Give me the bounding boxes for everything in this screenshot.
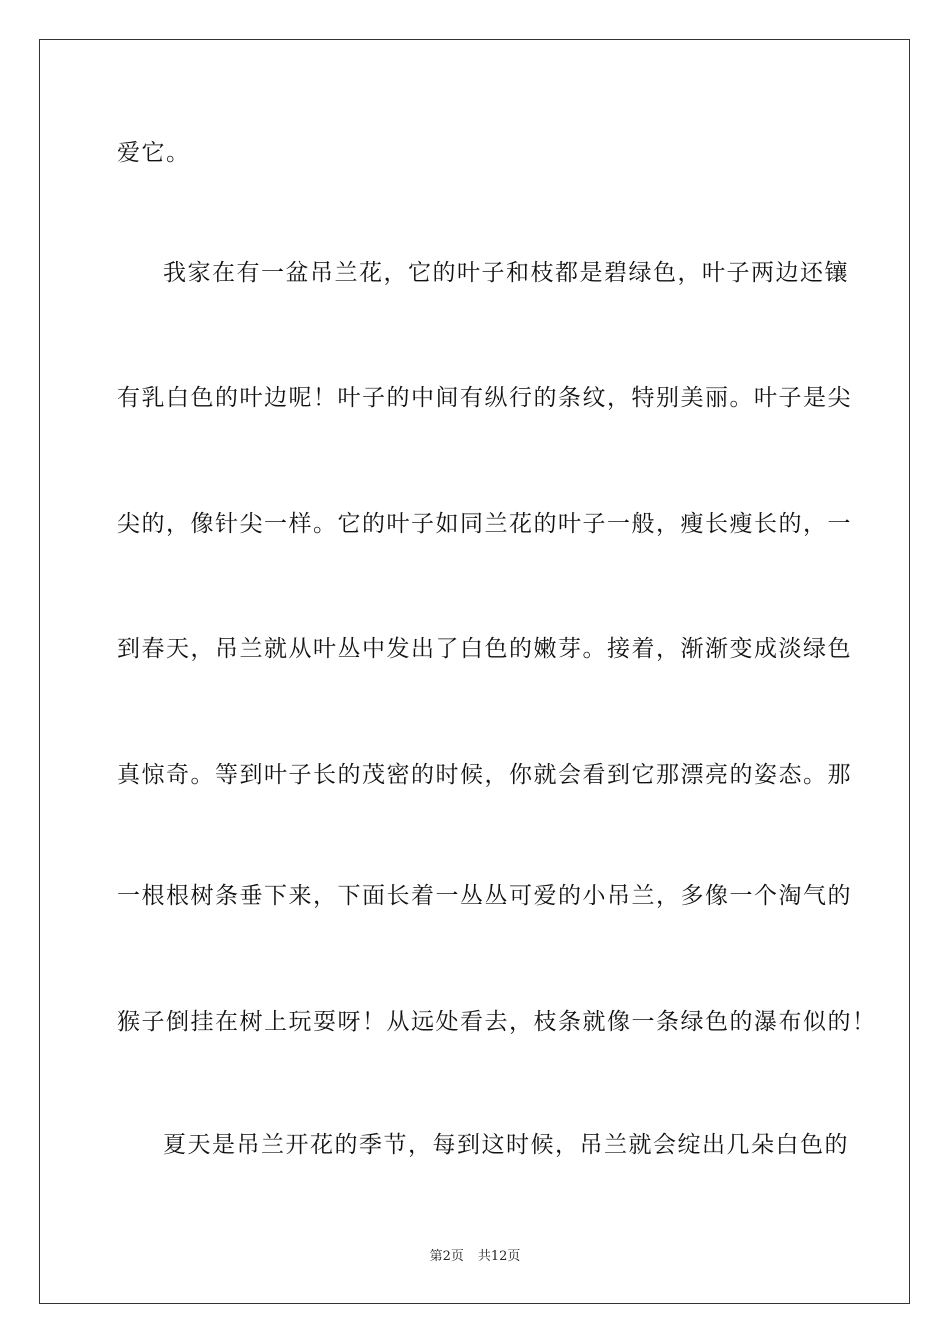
text-line: 真惊奇。等到叶子长的茂密的时候，你就会看到它那漂亮的姿态。那 bbox=[117, 762, 852, 788]
page-number: 第2页 bbox=[429, 1249, 464, 1264]
text-line: 一根根树条垂下来，下面长着一丛丛可爱的小吊兰，多像一个淘气的 bbox=[117, 883, 852, 909]
text-line: 有乳白色的叶边呢！叶子的中间有纵行的条纹，特别美丽。叶子是尖 bbox=[117, 385, 852, 411]
page-total: 共12页 bbox=[477, 1249, 521, 1264]
text-line: 爱它。 bbox=[117, 140, 191, 166]
text-line: 尖的，像针尖一样。它的叶子如同兰花的叶子一般，瘦长瘦长的，一 bbox=[117, 511, 852, 537]
paragraph-start-line: 夏天是吊兰开花的季节，每到这时候，吊兰就会绽出几朵白色的 bbox=[163, 1132, 849, 1158]
paragraph-start-line: 我家在有一盆吊兰花，它的叶子和枝都是碧绿色，叶子两边还镶 bbox=[163, 260, 849, 286]
page-border bbox=[39, 39, 910, 1304]
text-line: 猴子倒挂在树上玩耍呀！从远处看去，枝条就像一条绿色的瀑布似的！ bbox=[117, 1009, 877, 1035]
text-line: 到春天，吊兰就从叶丛中发出了白色的嫩芽。接着，渐渐变成淡绿色 bbox=[117, 636, 852, 662]
page-footer bbox=[0, 1248, 950, 1266]
